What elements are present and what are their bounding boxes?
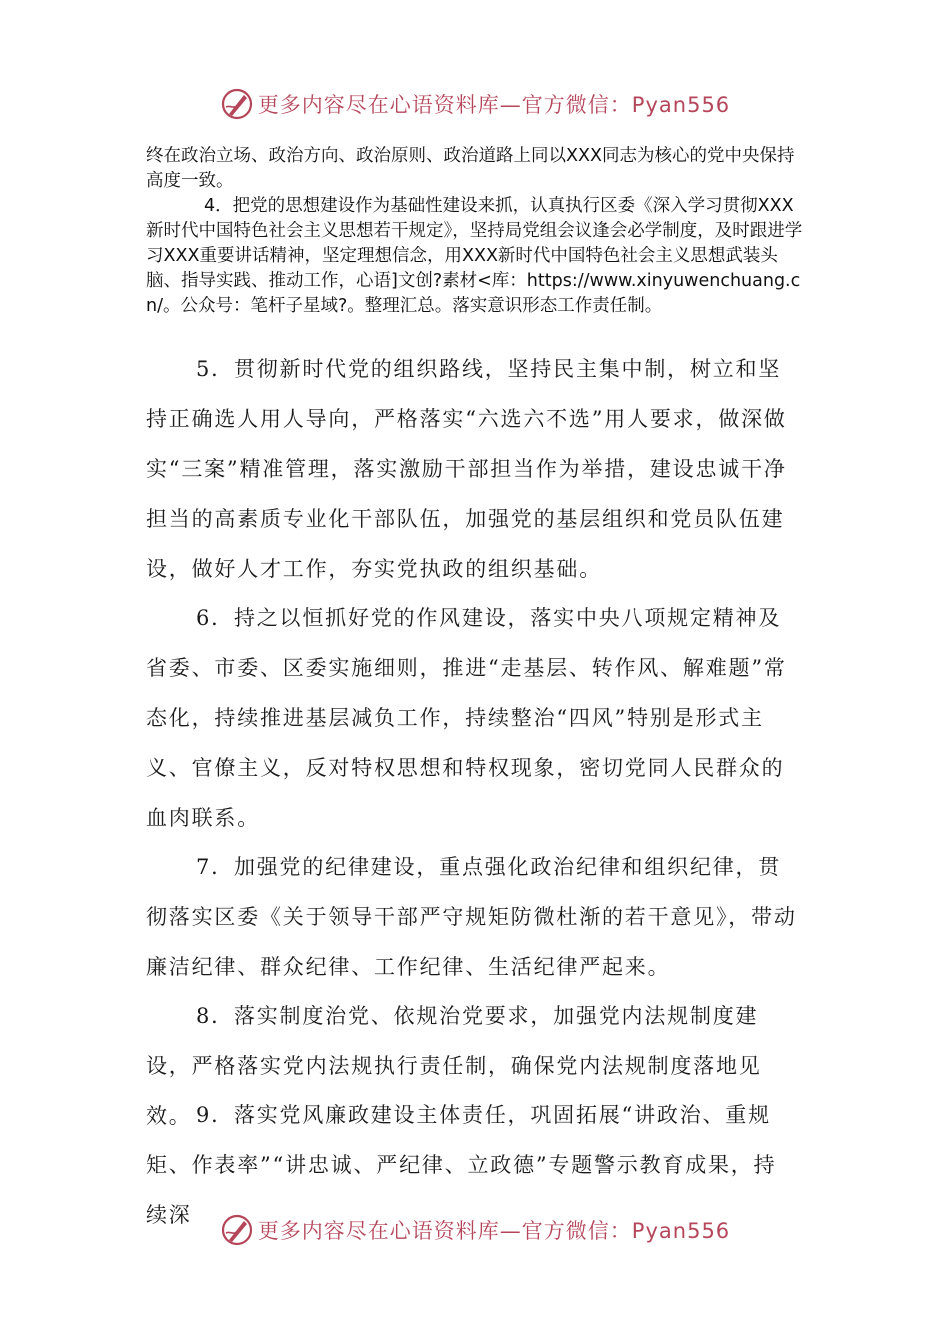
quill-pen-icon xyxy=(220,87,254,121)
footer-banner-text: 更多内容尽在心语资料库—官方微信：Pyan556 xyxy=(257,1219,731,1243)
paragraph-5: 5．贯彻新时代党的组织路线，坚持民主集中制，树立和坚持正确选人用人导向，严格落实“六选六不选”用人要求，做深做实“三案”精准管理，落实激励干部担当作为举措，建设忠诚干净担当的高素质专业化干部队伍，加强党的基层组织和党员队伍建设，做好人才工作，夯实党执政的组织基础。 xyxy=(146,357,787,581)
paragraph-8: 8．落实制度治党、依规治党要求，加强党内法规制度建设，严格落实党内法规执行责任制，确保党内法规制度落地见效。 xyxy=(146,1004,762,1128)
paragraph-7: 7．加强党的纪律建设，重点强化政治纪律和组织纪律，贯彻落实区委《关于领导干部严守规矩防微杜渐的若干意见》，带动廉洁纪律、群众纪律、工作纪律、生活纪律严起来。 xyxy=(146,855,797,979)
header-banner-text: 更多内容尽在心语资料库—官方微信：Pyan556 xyxy=(257,93,731,117)
paragraph-continued: 终在政治立场、政治方向、政治原则、政治道路上同以XXX同志为核心的党中央保持高度一致。 xyxy=(146,146,795,191)
paragraph-9: 9．落实党风廉政建设主体责任，巩固拓展“讲政治、重规矩、作表率”“讲忠诚、严纪律、立政德”专题警示教育成果，持续深 xyxy=(146,1103,777,1227)
paragraph-6: 6．持之以恒抓好党的作风建设，落实中央八项规定精神及省委、市委、区委实施细则，推进“走基层、转作风、解难题”常态化，持续推进基层减负工作，持续整治“四风”特别是形式主义、官僚主义，反对特权思想和特权现象，密切党同人民群众的血肉联系。 xyxy=(146,606,787,830)
header-banner xyxy=(0,82,950,126)
quill-pen-icon xyxy=(220,1213,254,1247)
footer-banner xyxy=(0,1208,950,1252)
paragraph-4: 4．把党的思想建设作为基础性建设来抓，认真执行区委《深入学习贯彻XXX新时代中国特色社会主义思想若干规定》，坚持局党组会议逢会必学制度，及时跟进学习XXX重要讲话精神，坚定理想信念，用XXX新时代中国特色社会主义思想武装头脑、指导实践、推动工作，心语]文创?素材<库：https://www.xinyuwenchuang.cn/。公众号：笔杆子星域?。整理汇总。落实意识形态工作责任制。 xyxy=(146,196,803,316)
